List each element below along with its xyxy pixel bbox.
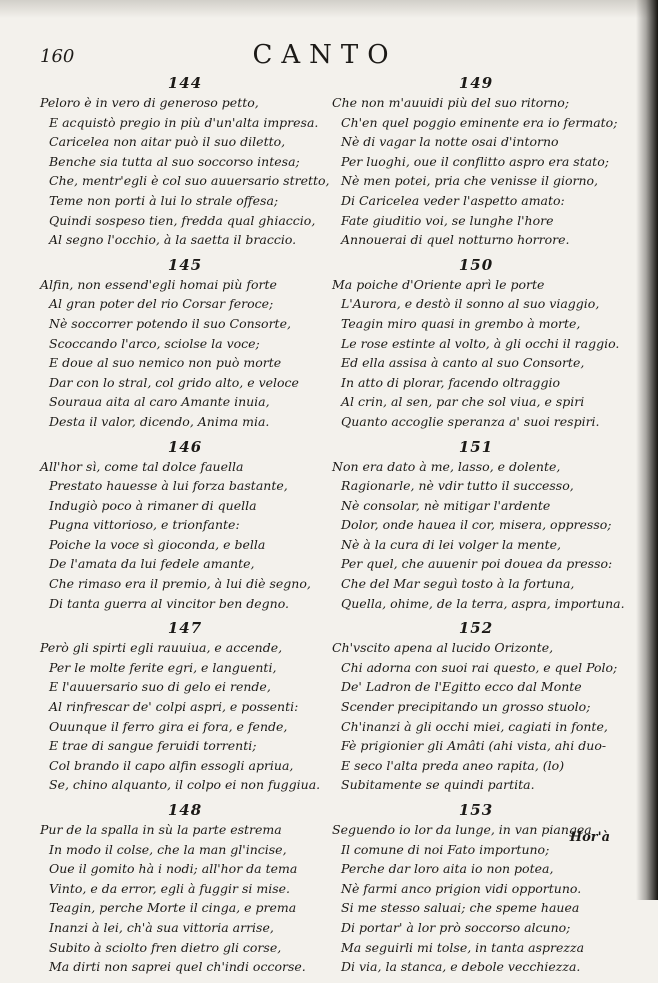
verse-line: Teme non porti à lui lo strale offesa; (49, 192, 279, 208)
verse-line: Ed ella assisa à canto al suo Consorte, (341, 355, 585, 371)
verse-line: Però gli spirti egli rauuiua, e accende, (40, 640, 283, 656)
stanza-number: 152 (458, 619, 494, 638)
verse-line: Per le molte ferite egri, e languenti, (49, 659, 277, 675)
page-gutter-shadow (636, 0, 658, 900)
verse-line: Ragionarle, nè vdir tutto il successo, (341, 478, 574, 494)
verse-line: Quindi sospeso tien, fredda qual ghiaccio, (49, 212, 316, 228)
verse-line: E doue al suo nemico non può morte (49, 355, 282, 371)
verse-line: All'hor sì, come tal dolce fauella (40, 458, 244, 474)
verse-line: Ouunque il ferro gira ei fora, e fende, (49, 718, 288, 734)
verse-line: Alfin, non essend'egli homai più forte (40, 276, 277, 292)
verse-line: Oue il gomito hà i nodi; all'hor da tema (49, 861, 298, 877)
verse-line: Prestato hauesse à lui forza bastante, (49, 478, 288, 494)
right-column (332, 74, 625, 983)
verse-line: Fate giuditio voi, se lunghe l'hore (341, 212, 554, 228)
verse-line: Pur de la spalla in sù la parte estrema (40, 822, 282, 837)
verse-line: Annouerai di quel notturno horrore. (341, 232, 570, 248)
verse-line: Teagin miro quasi in grembo à morte, (341, 315, 581, 331)
stanza-number: 144 (167, 74, 203, 92)
verse-line: Dar con lo stral, col grido alto, e veloce (49, 374, 299, 390)
verse-line: Il comune di noi Fato importuno; (341, 841, 550, 857)
verse-line: Le rose estinte al volto, à gli occhi il raggio. (341, 335, 620, 351)
verse-line: Poiche la voce sì gioconda, e bella (49, 536, 266, 552)
stanza (40, 438, 330, 614)
stanza-number: 153 (458, 801, 494, 819)
verse-line: Indugiò poco à rimaner di quella (49, 497, 257, 513)
verse-line: Per quel, che auuenir poi douea da presso: (341, 556, 613, 572)
verse-line: Benche sia tutta al suo soccorso intesa; (49, 153, 300, 169)
verse-line: Quella, ohime, de la terra, aspra, importuna. (341, 595, 625, 611)
stanza-number: 150 (458, 255, 494, 274)
verse-line: Nè consolar, nè mitigar l'ardente (341, 497, 551, 513)
verse-line: Desta il valor, dicendo, Anima mia. (49, 413, 270, 429)
stanza (332, 619, 620, 795)
verse-line: Chi adorna con suoi rai questo, e quel Polo; (341, 659, 618, 675)
verse-line: Che del Mar seguì tosto à la fortuna, (341, 576, 575, 592)
verse-line: Nè farmi anco prigion vidi opportuno. (341, 880, 582, 896)
stanza-number: 146 (167, 437, 203, 456)
stanza (40, 74, 330, 250)
verse-line: Ch'en quel poggio eminente era io fermato; (341, 114, 618, 130)
verse-line: Subitamente se quindi partita. (341, 777, 535, 793)
verse-line: Non era dato à me, lasso, e dolente, (332, 458, 561, 474)
page-number: 160 (40, 46, 75, 67)
verse-line: Di tanta guerra al vincitor ben degno. (49, 595, 289, 611)
verse-line: Al gran poter del rio Corsar feroce; (49, 296, 274, 312)
verse-line: Se, chino alquanto, il colpo ei non fuggiua. (49, 777, 321, 793)
verse-line: Di via, la stanca, e debole vecchiezza. (341, 959, 581, 975)
verse-line: Nè à la cura di lei volger la mente, (341, 536, 562, 552)
stanza (40, 619, 330, 795)
verse-line: De l'amata da lui fedele amante, (49, 556, 255, 572)
verse-line: Col brando il capo alfin essogli apriua, (49, 757, 294, 773)
verse-line: E seco l'alta preda aneo rapita, (lo) (341, 757, 565, 773)
verse-line: Scender precipitando un grosso stuolo; (341, 699, 591, 715)
verse-line: Inanzi à lei, ch'à sua vittoria arrise, (49, 919, 274, 935)
verse-line: Nè di vagar la notte osai d'intorno (341, 134, 559, 150)
verse-line: In atto di plorar, facendo oltraggio (341, 374, 560, 390)
catchword: Hor'à (569, 830, 610, 845)
verse-line: De' Ladron de l'Egitto ecco dal Monte (341, 679, 582, 695)
verse-line: Caricelea non aitar può il suo diletto, (49, 134, 286, 150)
verse-line: Nè soccorrer potendo il suo Consorte, (49, 315, 291, 331)
verse-line: E trae di sangue feruidi torrenti; (49, 738, 257, 754)
stanza-number: 151 (458, 437, 494, 456)
verse-line: E acquistò pregio in più d'un'alta impresa. (49, 114, 319, 130)
verse-line: Teagin, perche Morte il cinga, e prema (49, 900, 297, 916)
verse-line: Subito à sciolto fren dietro gli corse, (49, 939, 282, 955)
verse-line: L'Aurora, e destò il sonno al suo viaggio, (341, 296, 600, 312)
running-head: CANTO (252, 40, 398, 70)
verse-line: Peloro è in vero di generoso petto, (40, 95, 259, 110)
verse-line: Ma poiche d'Oriente aprì le porte (332, 276, 545, 292)
verse-line: In modo il colse, che la man gl'incise, (49, 841, 287, 857)
stanza-number: 149 (458, 74, 494, 92)
verse-line: Quanto accoglie speranza a' suoi respiri. (341, 413, 600, 429)
verse-line: Souraua aita al caro Amante inuia, (49, 394, 270, 410)
verse-line: Di portar' à lor prò soccorso alcuno; (341, 919, 571, 935)
verse-line: E l'auuersario suo di gelo ei rende, (49, 679, 271, 695)
verse-line: Che rimaso era il premio, à lui diè segno, (49, 576, 311, 592)
verse-line: Si me stesso saluai; che speme hauea (341, 900, 580, 916)
verse-line: Perche dar loro aita io non potea, (341, 861, 554, 877)
verse-line: Fè prigionier gli Amâti (ahi vista, ahi duo- (341, 738, 607, 754)
verse-line: Ch'vscito apena al lucido Orizonte, (332, 640, 554, 656)
stanza (332, 801, 620, 977)
verse-line: Scoccando l'arco, sciolse la voce; (49, 335, 260, 351)
verse-line: Che non m'auuidi più del suo ritorno; (332, 95, 570, 110)
stanza-number: 147 (167, 619, 203, 638)
verse-line: Al crin, al sen, par che sol viua, e spiri (341, 394, 585, 410)
verse-line: Ma seguirli mi tolse, in tanta asprezza (341, 939, 585, 955)
stanza (332, 74, 620, 250)
stanza-number: 145 (167, 255, 203, 274)
verse-line: Ma dirti non saprei quel ch'indi occorse. (49, 959, 306, 975)
verse-line: Che, mentr'egli è col suo auuersario stretto, (49, 173, 330, 189)
stanza (332, 437, 625, 614)
page-top-shadow (0, 0, 658, 18)
verse-line: Seguendo io lor da lunge, in van piangea (332, 822, 592, 837)
verse-line: Per luoghi, oue il conflitto aspro era stato; (341, 153, 609, 169)
verse-line: Pugna vittorioso, e trionfante: (49, 517, 240, 533)
verse-line: Dolor, onde hauea il cor, misera, oppresso; (341, 517, 612, 533)
verse-line: Vinto, e da error, egli à fuggir si mise. (49, 880, 291, 896)
stanza (40, 256, 330, 432)
verse-line: Al segno l'occhio, à la saetta il braccio. (49, 232, 297, 248)
verse-line: Al rinfrescar de' colpi aspri, e possenti: (49, 699, 299, 715)
left-column (40, 74, 330, 983)
stanza-number: 148 (167, 801, 203, 819)
stanza (332, 256, 620, 432)
verse-line: Ch'inanzi à gli occhi miei, cagiati in fonte, (341, 718, 608, 734)
stanza (40, 801, 330, 977)
verse-line: Nè men potei, pria che venisse il giorno, (341, 173, 599, 189)
verse-line: Di Caricelea veder l'aspetto amato: (341, 192, 565, 208)
